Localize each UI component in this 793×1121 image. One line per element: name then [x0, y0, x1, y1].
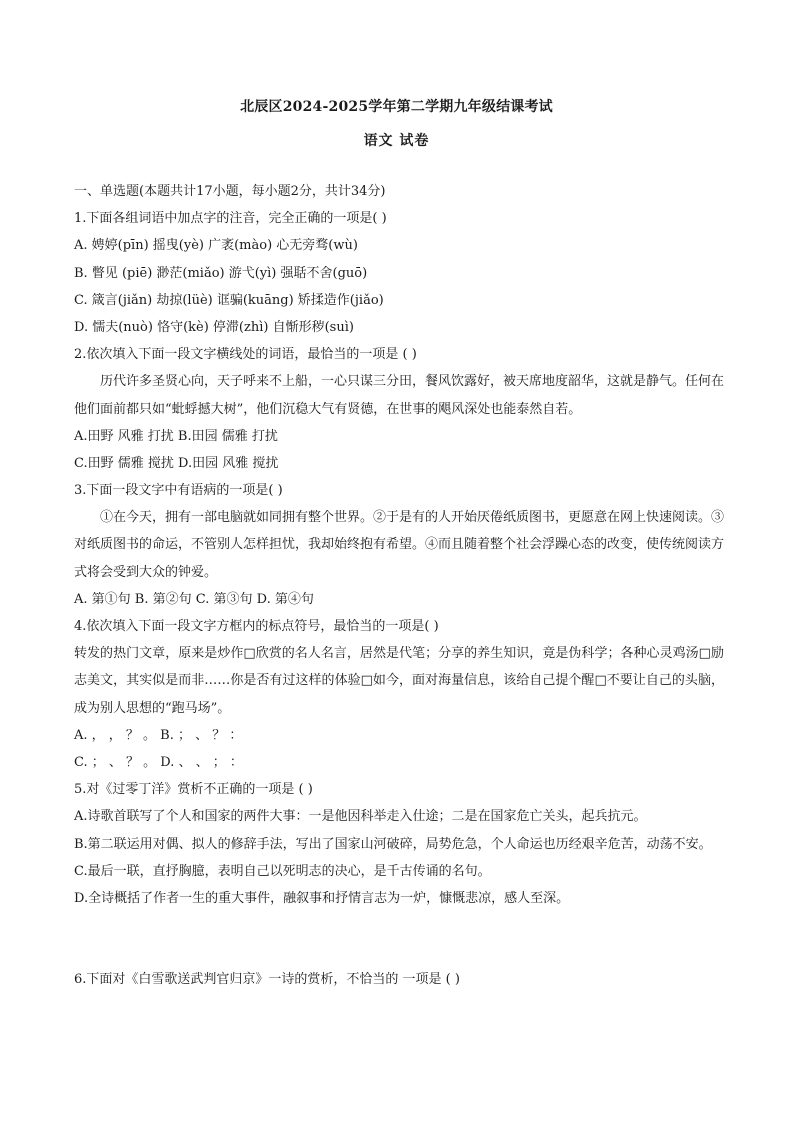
- section-heading: 一、单选题(本题共计17小题，每小题2分，共计34分): [74, 184, 386, 199]
- question-4-passage: 转发的热门文章，原来是炒作□欣赏的名人名言，居然是代笔；分享的养生知识，竟是伪科学；各种心灵鸡汤□励志美文，其实似是而非……你是否有过这样的体验□如今，面对海量信息，该给自己提个醒□不要让自己的头脑，成为别人思想的“跑马场”。: [74, 646, 724, 716]
- question-3-stem: 3.下面一段文字中有语病的一项是( ): [74, 483, 283, 499]
- exam-body: [74, 178, 724, 993]
- question-1-option-c: C. 箴言(jiǎn) 劫掠(lüè) 诓骗(kuāng) 矫揉造作(jiǎo): [74, 292, 384, 308]
- question-5-option-b: B.第二联运用对偶、拟人的修辞手法，写出了国家山河破碎，局势危急，个人命运也历经艰辛危苦，动荡不安。: [74, 836, 712, 852]
- question-4-options-ab: A. ， ， ？ 。 B. ； 、 ？ ：: [74, 727, 243, 743]
- question-2-passage: 历代许多圣贤心向，天子呼来不上船，一心只谋三分田，餐风饮露好，被天席地度韶华，这就是静气。任何在他们面前都只如“蚍蜉撼大树”，他们沉稳大气有贤德，在世事的飓风深处也能泰然自若。: [74, 374, 725, 417]
- question-4-options-cd: C. ； 、 ？ 。 D. 、 、 ； ：: [74, 755, 243, 771]
- question-5-stem: 5.对《过零丁洋》赏析不正确的一项是 ( ): [74, 782, 313, 798]
- question-2-stem: 2.依次填入下面一段文字横线处的词语，最恰当的一项是 ( ): [74, 347, 417, 363]
- question-4-stem: 4.依次填入下面一段文字方框内的标点符号，最恰当的一项是( ): [74, 619, 439, 635]
- question-1-option-d: D. 懦夫(nuò) 恪守(kè) 停滞(zhì) 自惭形秽(suì): [74, 319, 354, 335]
- question-3-passage: ①在今天，拥有一部电脑就如同拥有整个世界。②于是有的人开始厌倦纸质图书，更愿意在网上快速阅读。③对纸质图书的命运，不管别人怎样担忧，我却始终抱有希望。④而且随着整个社会浮躁心态的改变，使传统阅读方式将会受到大众的钟爱。: [74, 510, 725, 580]
- question-6-stem: 6.下面对《白雪歌送武判官归京》一诗的赏析，不恰当的 一项是 ( ): [74, 972, 460, 988]
- exam-title: 北辰区2024-2025学年第二学期九年级结课考试: [240, 99, 553, 115]
- spacer: [74, 912, 724, 966]
- question-2-options-ab: A.田野 风雅 打扰 B.田园 儒雅 打扰: [74, 428, 278, 444]
- question-5-option-c: C.最后一联，直抒胸臆，表明自己以死明志的决心，是千古传诵的名句。: [74, 863, 491, 879]
- question-1-option-b: B. 瞥见 (piē) 渺茫(miǎo) 游弋(yì) 强聒不舍(guō): [74, 265, 368, 281]
- question-3-options: A. 第①句 B. 第②句 C. 第③句 D. 第④句: [74, 591, 314, 607]
- question-1-stem: 1.下面各组词语中加点字的注音，完全正确的一项是( ): [74, 211, 387, 227]
- question-5-option-d: D.全诗概括了作者一生的重大事件，融叙事和抒情言志为一炉，慷慨悲凉，感人至深。: [74, 891, 570, 907]
- question-1-option-a: A. 娉婷(pīn) 摇曳(yè) 广袤(mào) 心无旁骛(wù): [74, 238, 358, 254]
- question-5-option-a: A.诗歌首联写了个人和国家的两件大事：一是他因科举走入仕途；二是在国家危亡关头，起兵抗元。: [74, 809, 647, 825]
- question-2-options-cd: C.田野 儒雅 搅扰 D.田园 风雅 搅扰: [74, 455, 279, 471]
- exam-subtitle: 语文 试卷: [363, 133, 430, 149]
